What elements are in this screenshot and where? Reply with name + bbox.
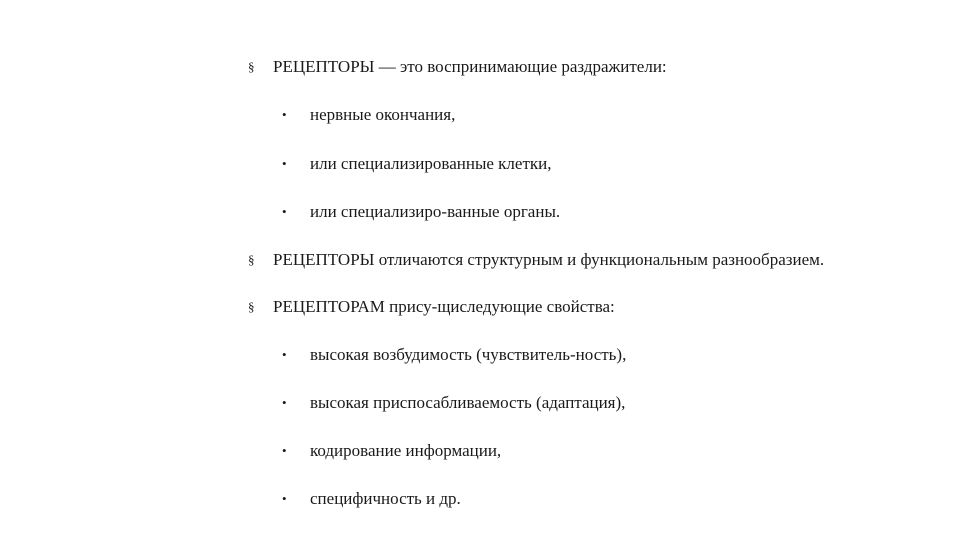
- bullet-item-receptors-diversity: [248, 250, 824, 270]
- sub-bullet-item: [282, 154, 552, 174]
- dot-bullet-icon: •: [282, 347, 287, 362]
- square-bullet-icon: §: [248, 252, 255, 267]
- sub-bullet-item: [282, 202, 560, 222]
- dot-bullet-icon: •: [282, 395, 287, 410]
- sub-bullet-text: специфичность и др.: [310, 489, 461, 508]
- bullet-text: РЕЦЕПТОРАМ прису-щиследующие свойства:: [273, 297, 615, 316]
- square-bullet-icon: §: [248, 59, 255, 74]
- sub-bullet-item: [282, 105, 455, 125]
- dot-bullet-icon: •: [282, 156, 287, 171]
- sub-bullet-text: или специализированные клетки,: [310, 154, 552, 173]
- sub-bullet-text: нервные окончания,: [310, 105, 456, 124]
- dot-bullet-icon: •: [282, 491, 287, 506]
- sub-bullet-text: кодирование информации,: [310, 441, 502, 460]
- sub-bullet-text: высокая возбудимость (чувствитель-ность),: [310, 345, 627, 364]
- sub-bullet-item: [282, 441, 501, 461]
- bullet-item-receptors-properties: [248, 297, 615, 317]
- bullet-item-receptors-definition: [248, 57, 667, 77]
- dot-bullet-icon: •: [282, 107, 287, 122]
- sub-bullet-text: высокая приспосабливаемость (адаптация),: [310, 393, 626, 412]
- dot-bullet-icon: •: [282, 204, 287, 219]
- bullet-text: РЕЦЕПТОРЫ — это воспринимающие раздражители:: [273, 57, 667, 76]
- sub-bullet-item: [282, 393, 625, 413]
- bullet-text: РЕЦЕПТОРЫ отличаются структурным и функциональным разнообразием.: [273, 250, 825, 269]
- sub-bullet-item: [282, 345, 626, 365]
- sub-bullet-item: [282, 489, 461, 509]
- square-bullet-icon: §: [248, 299, 255, 314]
- sub-bullet-text: или специализиро-ванные органы.: [310, 202, 561, 221]
- dot-bullet-icon: •: [282, 443, 287, 458]
